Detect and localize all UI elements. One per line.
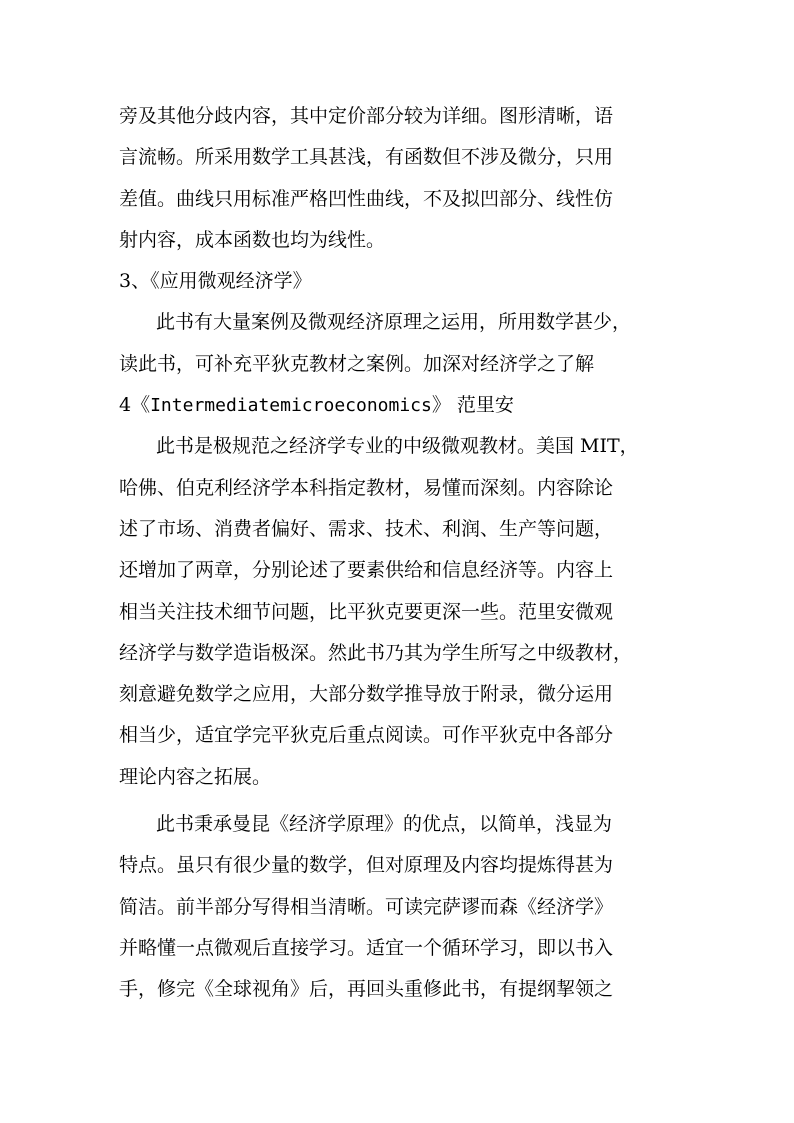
section-heading-4 (119, 385, 679, 426)
book-title: Intermediatemicroeconomics (150, 395, 432, 417)
text-line: 言流畅。所采用数学工具甚浅，有函数但不涉及微分，只用 (119, 146, 614, 169)
text-line: 相当少，适宜学完平狄克后重点阅读。可作平狄克中各部分 (119, 724, 614, 747)
text-line: 并略懂一点微观后直接学习。适宜一个循环学习，即以书入 (119, 936, 614, 959)
document-body (119, 96, 679, 1011)
text-line: 特点。虽只有很少量的数学，但对原理及内容均提炼得甚为 (119, 854, 614, 877)
text-line: 手，修完《全球视角》后，再回头重修此书，有提纲挈领之 (119, 978, 614, 1001)
paragraph-3 (119, 426, 679, 798)
text-line: 理论内容之拓展。 (119, 765, 272, 788)
paragraph-4 (119, 804, 679, 1010)
text-line: 此书秉承曼昆《经济学原理》的优点，以简单，浅显为 (156, 813, 613, 836)
section-heading-3: 3、《应用微观经济学》 (119, 270, 312, 293)
text-line: 射内容，成本函数也均为线性。 (119, 228, 386, 251)
text-line: 相当关注技术细节问题，比平狄克要更深一些。范里安微观 (119, 600, 614, 623)
text-line: 旁及其他分歧内容，其中定价部分较为详细。图形清晰，语 (119, 105, 614, 127)
text-line: 哈佛、伯克利经济学本科指定教材，易懂而深刻。内容除论 (119, 476, 614, 499)
heading-suffix: 》 范里安 (431, 394, 514, 417)
text-line: 简洁。前半部分写得相当清晰。可读完萨谬而森《经济学》 (119, 895, 614, 918)
heading-prefix: 4《 (119, 394, 151, 417)
paragraph-2 (119, 302, 679, 385)
text-line: 读此书，可补充平狄克教材之案例。加深对经济学之了解 (119, 352, 595, 375)
paragraph-1 (119, 96, 679, 261)
text-line: 此书是极规范之经济学专业的中级微观教材。美国 MIT， (156, 435, 639, 458)
text-line: 刻意避免数学之应用，大部分数学推导放于附录，微分运用 (119, 683, 614, 706)
text-line: 差值。曲线只用标准严格凹性曲线，不及拟凹部分、线性仿 (119, 187, 614, 210)
text-line: 述了市场、消费者偏好、需求、技术、利润、生产等问题， (119, 517, 614, 540)
text-line: 经济学与数学造诣极深。然此书乃其为学生所写之中级教材， (119, 641, 633, 664)
text-line: 还增加了两章，分别论述了要素供给和信息经济等。内容上 (119, 559, 614, 582)
text-line: 此书有大量案例及微观经济原理之运用，所用数学甚少， (156, 311, 632, 334)
